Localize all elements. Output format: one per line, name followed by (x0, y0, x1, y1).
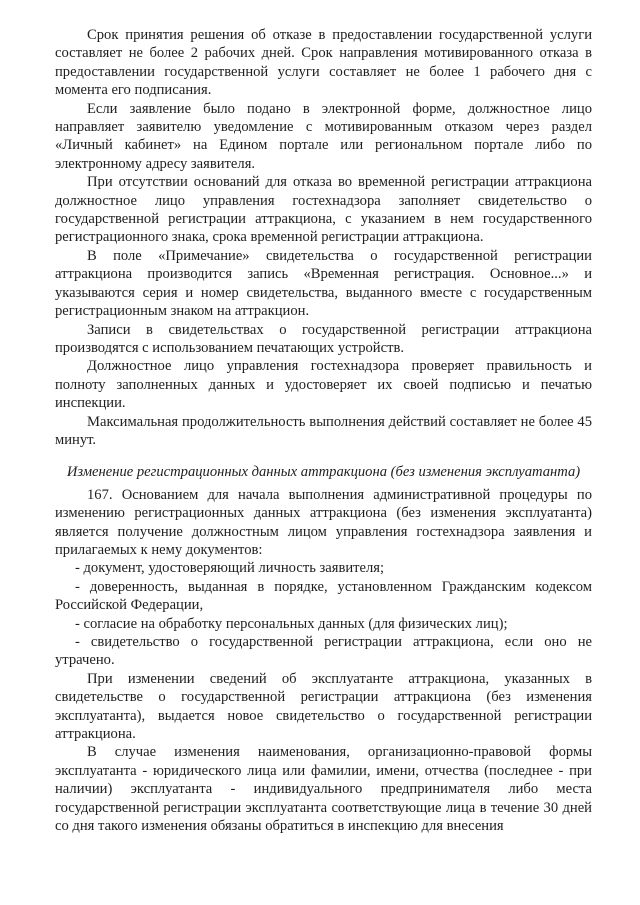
paragraph-temporary-registration: При отсутствии оснований для отказа во временной регистрации аттракциона должностное лицо управления гостехнадзора заполняет свидетельство о государственной регистрации аттракциона, с указанием в нем государственного регистрационного знака, срока временной регистрации аттракциона. (55, 174, 592, 246)
list-item-registration-certificate: - свидетельство о государственной регистрации аттракциона, если оно не утрачено. (55, 634, 592, 669)
paragraph-refusal-term: Срок принятия решения об отказе в предоставлении государственной услуги составляет не более 2 рабочих дней. Срок направления мотивированного отказа в предоставлении государственной услуги составляет не более 1 рабочего дня с момента его подписания. (55, 27, 592, 99)
paragraph-max-duration: Максимальная продолжительность выполнения действий составляет не более 45 минут. (55, 413, 592, 448)
paragraph-167: 167. Основанием для начала выполнения административной процедуры по изменению регистрационных данных аттракциона (без изменения эксплуатанта) является получение должностным лицом управления гостехнадзора заявления и прилагаемых к нему документов: (55, 486, 592, 558)
paragraph-printing-devices: Записи в свидетельствах о государственной регистрации аттракциона производятся с использованием печатающих устройств. (55, 321, 592, 356)
section-title: Изменение регистрационных данных аттракциона (без изменения эксплуатанта) (66, 464, 581, 481)
list-item-identity-document: - документ, удостоверяющий личность заявителя; (75, 560, 385, 577)
paragraph-verification: Должностное лицо управления гостехнадзора проверяет правильность и полноту заполненных данных и удостоверяет их своей подписью и печатью инспекции. (55, 358, 592, 412)
paragraph-note-field: В поле «Примечание» свидетельства о государственной регистрации аттракциона производится запись «Временная регистрация. Основное...» и указываются серия и номер свидетельства, выданного вместе с государственным регистрационным знаком на аттракцион. (55, 247, 592, 320)
paragraph-electronic-notice: Если заявление было подано в электронной форме, должностное лицо направляет заявителю уведомление с мотивированным отказом через раздел «Личный кабинет» на Едином портале или региональном портале либо по электронному адресу заявителя. (55, 100, 592, 172)
paragraph-new-certificate: При изменении сведений об эксплуатанте аттракциона, указанных в свидетельстве о государственной регистрации аттракциона (без изменения эксплуатанта), выдается новое свидетельство о государственной регистрации аттракциона. (55, 670, 592, 743)
list-item-power-of-attorney: - доверенность, выданная в порядке, установленном Гражданским кодексом Российской Федерации, (55, 578, 592, 614)
list-item-personal-data-consent: - согласие на обработку персональных данных (для физических лиц); (75, 615, 508, 632)
paragraph-name-change: В случае изменения наименования, организационно-правовой формы эксплуатанта - юридического лица или фамилии, имени, отчества (последнее - при наличии) эксплуатанта - индивидуального предпринимателя либо места государственной регистрации эксплуатанта соответствующие лица в течение 30 дней со дня такого изменения обязаны обратиться в инспекцию для внесения (55, 744, 592, 835)
